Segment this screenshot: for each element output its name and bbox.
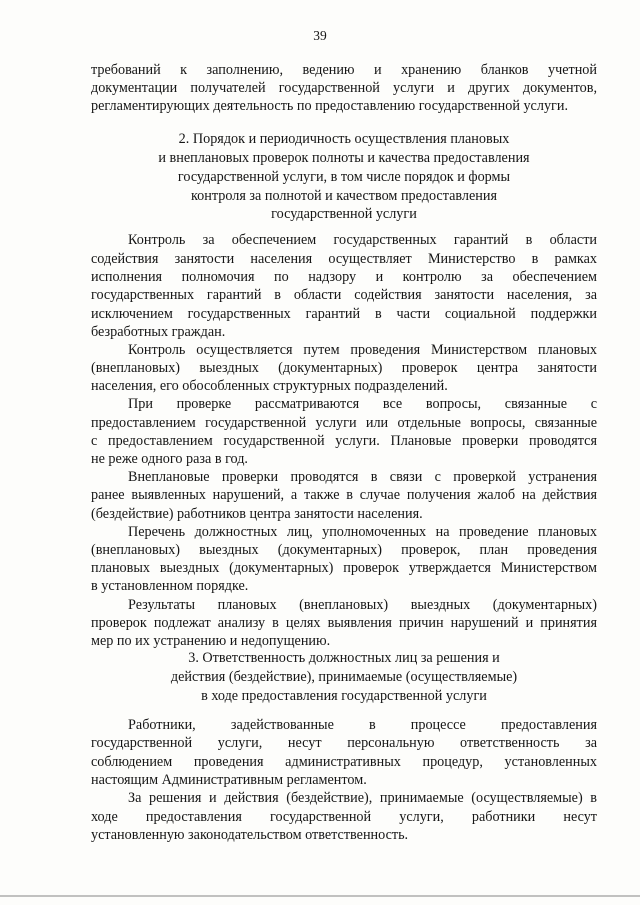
- text-line: плановых выездных (документарных) проверок утверждается Министерством: [91, 560, 597, 576]
- text-line: населения, его обособленных структурных подразделений.: [91, 378, 448, 394]
- heading-line: государственной услуги: [271, 206, 417, 222]
- text-line: не реже одного раза в год.: [91, 451, 248, 467]
- text-line: требований к заполнению, ведению и хранению бланков учетной: [91, 62, 597, 78]
- text-line: мер по их устранению и недопущению.: [91, 633, 331, 649]
- text-line: государственных гарантий в области содействия занятости населения, за: [91, 287, 597, 303]
- text-line: За решения и действия (бездействие), принимаемые (осуществляемые) в: [128, 790, 597, 806]
- text-line: в установленном порядке.: [91, 578, 249, 594]
- heading-line: в ходе предоставления государственной услуги: [201, 688, 487, 704]
- text-line: Результаты плановых (внеплановых) выездных (документарных): [128, 597, 597, 613]
- text-line: исполнения полномочия по надзору и контролю за обеспечением: [91, 269, 597, 285]
- heading-line: 3. Ответственность должностных лиц за решения и: [188, 650, 500, 666]
- text-line: (внеплановых) выездных (документарных) проверок центра занятости: [91, 360, 597, 376]
- text-line: проверок подлежат анализу в целях выявления причин нарушений и принятия: [91, 615, 597, 631]
- heading-line: контроля за полнотой и качеством предоставления: [191, 188, 497, 204]
- text-line: Внеплановые проверки проводятся в связи с проверкой устранения: [128, 469, 597, 485]
- text-line: Контроль осуществляется путем проведения Министерством плановых: [128, 342, 597, 358]
- page-number: 39: [313, 28, 327, 43]
- text-line: Работники, задействованные в процессе предоставления: [128, 717, 597, 733]
- text-line: При проверке рассматриваются все вопросы, связанные с: [128, 396, 597, 412]
- heading-line: 2. Порядок и периодичность осуществления плановых: [178, 131, 510, 147]
- text-line: ходе предоставления государственной услуги, работники несут: [91, 809, 597, 825]
- text-line: установленную законодательством ответственность.: [91, 827, 409, 843]
- text-line: (бездействие) работников центра занятости населения.: [91, 506, 423, 522]
- heading-line: действия (бездействие), принимаемые (осуществляемые): [170, 669, 518, 685]
- text-line: документации получателей государственной услуги и других документов,: [91, 80, 597, 96]
- heading-line: и внеплановых проверок полноты и качества предоставления: [158, 150, 530, 166]
- text-line: государственной услуги, несут персональную ответственность за: [91, 735, 597, 751]
- text-line: ранее выявленных нарушений, а также в случае получения жалоб на действия: [91, 487, 597, 503]
- text-line: безработных граждан.: [91, 324, 226, 340]
- bottom-scan-edge: [0, 895, 640, 897]
- text-line: настоящим Административным регламентом.: [91, 772, 367, 788]
- text-line: предоставлением государственной услуги или отдельные вопросы, связанные: [91, 415, 597, 431]
- text-line: Перечень должностных лиц, уполномоченных на проведение плановых: [128, 524, 597, 540]
- heading-line: государственной услуги, в том числе порядок и формы: [177, 169, 511, 185]
- text-line: исключением государственных гарантий в части социальной поддержки: [91, 306, 597, 322]
- text-line: с предоставлением государственной услуги. Плановые проверки проводятся: [91, 433, 597, 449]
- text-line: соблюдением проведения административных процедур, установленных: [91, 754, 597, 770]
- text-line: регламентирующих деятельность по предоставлению государственной услуги.: [91, 98, 568, 114]
- text-line: (внеплановых) выездных (документарных) проверок, план проведения: [91, 542, 597, 558]
- text-line: содействия занятости населения осуществляет Министерство в рамках: [91, 251, 597, 267]
- text-line: Контроль за обеспечением государственных гарантий в области: [128, 232, 597, 248]
